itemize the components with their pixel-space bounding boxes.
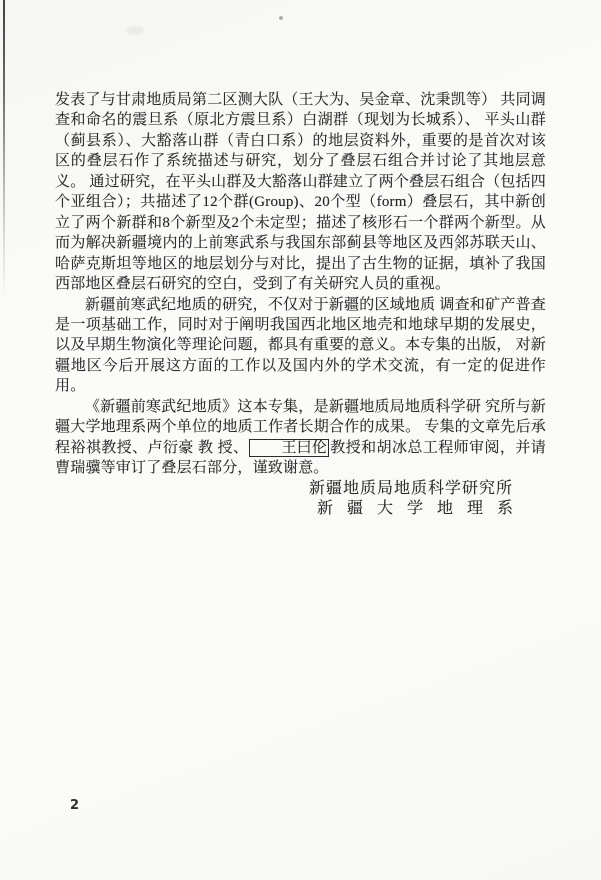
signature-block (55, 479, 546, 520)
paragraph-3-text-before: 《新疆前寒武纪地质》这本专集，是新疆地质局地质科学研 究所与新疆大学地理系两个单位的地质工作者长期合作的成果。 专集的文章先后承程裕祺教授、卢衍豪 教 授、 (55, 398, 546, 456)
paragraph-1: 发表了与甘肃地质局第二区测大队（王大为、吴金章、沈秉凯等） 共同调查和命名的震旦系（原北方震旦系）白湖群（现划为长城系）、 平头山群（蓟县系）、大豁落山群（青白口系）的地层资料外，重要的是首次对该区的叠层石作了系统描述与研究，划分了叠层石组合并讨论了其地层意义。 通过研究，在平头山群及大豁落山群建立了两个叠层石组合（包括四个亚组合）；共描述了12个群(Group)、20个型（form）叠层石，其中新创立了两个新群和8个新型及2个未定型；描述了核形石一个群两个新型。从而为解决新疆境内的上前寒武系与我国东部蓟县等地区及西邻苏联天山、 哈萨克斯坦等地区的地层划分与对比，提出了古生物的证据，填补了我国 西部地区叠层石研究的空白，受到了有关研究人员的重视。 (55, 92, 546, 293)
signature-institute: 新疆地质局地质科学研究所 (308, 479, 513, 497)
scan-smudge (126, 26, 144, 35)
page-number: 2 (70, 798, 80, 813)
paragraph-2: 新疆前寒武纪地质的研究，不仅对于新疆的区域地质 调查和矿产普查是一项基础工作，同时对于阐明我国西北地区地壳和地球早期的发展史， 以及早期生物演化等理论问题，都具有重要的意义。本专集的出版， 对新疆地区今后开展这方面的工作以及国内外的学术交流，有一定的促进作用。 (55, 296, 546, 395)
scan-speck (279, 16, 283, 20)
scan-edge-artifact (3, 0, 5, 300)
signature-university: 新疆大学地理系 (316, 500, 527, 518)
page-text-block (55, 90, 546, 520)
boxed-name-wang-yuelun: 王曰伦 (249, 439, 329, 457)
paragraph-3 (55, 397, 546, 479)
signature-university-line (55, 499, 527, 519)
paragraph-3-text-after: 教授和胡冰总工程师审阅，并请 曹瑞骥等审订了叠层石部分，谨致谢意。 (55, 439, 546, 477)
